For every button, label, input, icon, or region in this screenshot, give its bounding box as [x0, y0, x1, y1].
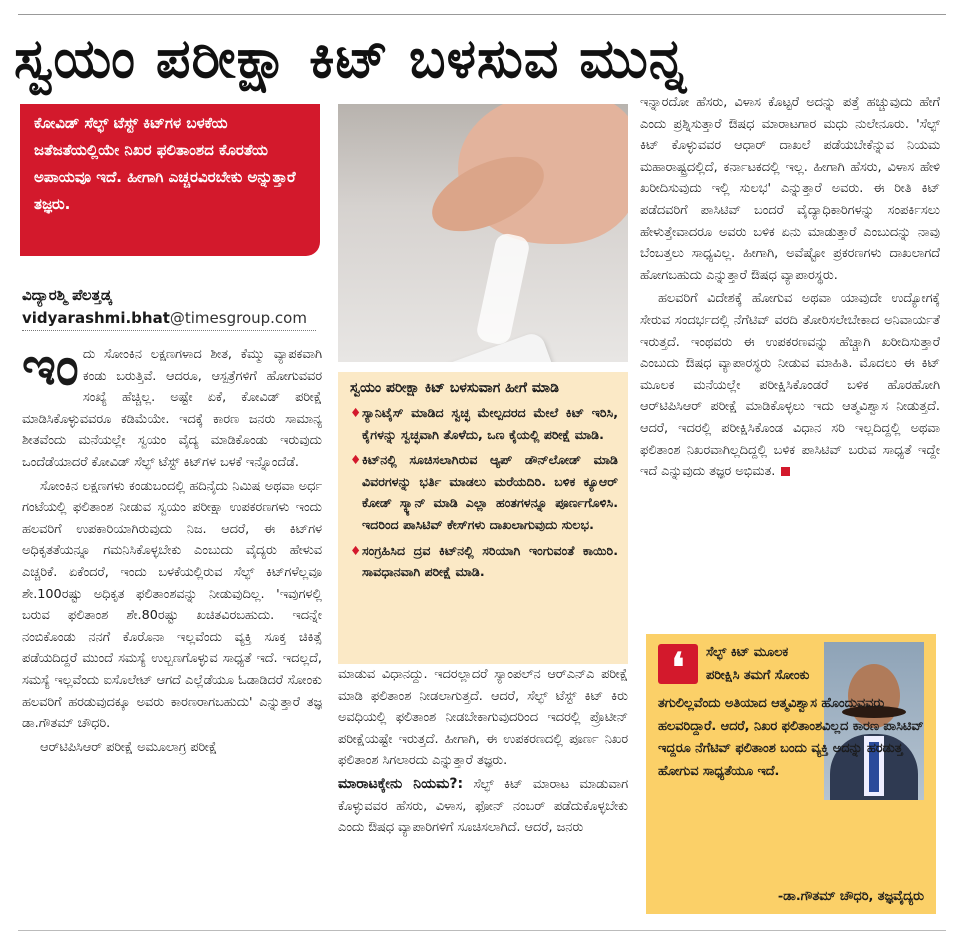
paragraph: ಹಲವರಿಗೆ ವಿದೇಶಕ್ಕೆ ಹೋಗುವ ಅಥವಾ ಯಾವುದೇ ಉದ್ಯೋಗಕ್ಕೆ ಸೇರುವ ಸಂದರ್ಭದಲ್ಲಿ ನೆಗೆಟಿವ್ ವರದಿ ತೋರಿಸಲೇಬೇಕಾದ ಅನಿವಾರ್ಯತೆ ಇರುತ್ತದೆ. ಇಂಥವರು ಈ ಉಪಕರಣವನ್ನು ಹೆಚ್ಚಾಗಿ ಖರೀದಿಸುತ್ತಾರೆ ಎಂಬುದು ಔಷಧ ವ್ಯಾಪಾರಸ್ಥರು ನೀಡುವ ಮಾಹಿತಿ. ಮೊದಲು ಈ ಕಿಟ್ ಮೂಲಕ ಮನೆಯಲ್ಲೇ ಪರೀಕ್ಷಿಸಿಕೊಂಡರೆ ಬಳಿಕ ಹೊರಹೋಗಿ ಆರ್‌ಟಿಪಿಸಿಆರ್ ಪರೀಕ್ಷೆ ಮಾಡಿಕೊಳ್ಳಲು ಇದು ಆತ್ಮವಿಶ್ವಾಸ ನೀಡುತ್ತದೆ. ಆದರೆ, ಇದರಲ್ಲಿ ಪರೀಕ್ಷಿಸಿಕೊಂಡ ವಿಧಾನ ಸರಿ ಇಲ್ಲದಿದ್ದಲ್ಲಿ ಅಥವಾ ಫಲಿತಾಂಶ ನಿಖರವಾಗಿಲ್ಲದಿದ್ದಲ್ಲಿ ಬಳಿಕ ಪಾಸಿಟಿವ್ ಬರುವ ಸಾಧ್ಯತೆ ಇದ್ದೇ ಇದೆ ಎನ್ನುವುದು ತಜ್ಞರ ಅಭಿಮತ.: [640, 291, 940, 480]
sidebar-title: ಸ್ವಯಂ ಪರೀಕ್ಷಾ ಕಿಟ್ ಬಳಸುವಾಗ ಹೀಗೆ ಮಾಡಿ: [350, 380, 559, 396]
test-kit-photo: [338, 104, 628, 362]
bullet-icon: ♦: [350, 405, 362, 420]
drop-cap: ಇಂ: [22, 344, 79, 397]
top-rule: [18, 14, 946, 15]
headline: ಸ್ವಯಂ ಪರೀಕ್ಷಾ ಕಿಟ್ ಬಳಸುವ ಮುನ್ನ: [14, 27, 688, 90]
author-name: ವಿದ್ಯಾರಶ್ಮಿ ಪೆಲತ್ತಡ್ಕ: [22, 286, 112, 304]
quote-signature: -ಡಾ.ಗೌತಮ್ ಚೌಧರಿ, ತಜ್ಞವೈದ್ಯರು: [777, 889, 924, 904]
quote-body: ತಗುಲಿಲ್ಲವೆಂದು ಅತಿಯಾದ ಆತ್ಮವಿಶ್ವಾಸ ಹೊಂದುವವರು ಹಲವರಿದ್ದಾರೆ. ಆದರೆ, ನಿಖರ ಫಲಿತಾಂಶವಿಲ್ಲದ ಕಾರಣ ಪಾಸಿಟಿವ್ ಇದ್ದರೂ ನೆಗೆಟಿವ್ ಫಲಿತಾಂಶ ಬಂದು ವ್ಯಕ್ತಿ ಅದನ್ನು ಹರಡುತ್ತ ಹೋಗುವ ಸಾಧ್ಯತೆಯೂ ಇದೆ.: [658, 696, 924, 779]
byline-divider: [22, 330, 316, 331]
sample-tube: [475, 232, 531, 347]
paragraph: ಇಂದು ಸೋಂಕಿನ ಲಕ್ಷಣಗಳಾದ ಶೀತ, ಕೆಮ್ಮು ವ್ಯಾಪಕವಾಗಿ ಕಂಡು ಬರುತ್ತಿವೆ. ಆದರೂ, ಆಸ್ಪತ್ರೆಗಳಿಗೆ ಹೋಗುವವರ ಸಂಖ್ಯೆ ಹೆಚ್ಚಿಲ್ಲ. ಅಷ್ಟೇ ಏಕೆ, ಕೋವಿಡ್ ಪರೀಕ್ಷೆ ಮಾಡಿಸಿಕೊಳ್ಳುವವರೂ ಕಡಿಮೆಯೇ. ಇದಕ್ಕೆ ಕಾರಣ ಜನರು ಸಾಮಾನ್ಯ ಶೀತವೆಂದು ಮನೆಯಲ್ಲೇ ಸ್ವಯಂ ವೈದ್ಯ ಮಾಡಿಕೊಂಡು ಇರುವುದು ಒಂದೆಡೆಯಾದರೆ ಕೋವಿಡ್ ಸೆಲ್ಫ್ ಟೆಸ್ಟ್ ಕಿಟ್‌ಗಳ ಬಳಕೆ ಇನ್ನೊಂದೆಡೆ.: [22, 344, 322, 470]
tip-item: ♦ ಸ್ಯಾನಿಟೈಸ್ ಮಾಡಿದ ಸ್ವಚ್ಛ ಮೇಲ್ಪದರದ ಮೇಲೆ ಕಿಟ್ ಇರಿಸಿ, ಕೈಗಳನ್ನು ಸ್ವಚ್ಛವಾಗಿ ತೊಳೆದು, ಒಣ ಕೈಯಲ್ಲಿ ಪರೀಕ್ಷೆ ಮಾಡಿ.: [350, 402, 618, 445]
tips-list: [350, 402, 618, 583]
article-column-3: [640, 92, 940, 620]
subheading: ಮಾರಾಟಕ್ಕೇನು ನಿಯಮ?:: [338, 775, 464, 792]
email-user: vidyarashmi.bhat: [22, 309, 170, 327]
paragraph: ಆರ್‌ಟಿಪಿಸಿಆರ್ ಪರೀಕ್ಷೆ ಅಮೂಲಾಗ್ರ ಪರೀಕ್ಷೆ: [40, 739, 218, 755]
tips-sidebar: [338, 372, 628, 664]
article-column-1: [22, 344, 322, 926]
highlight-box: ಕೋವಿಡ್ ಸೆಲ್ಫ್ ಟೆಸ್ಟ್ ಕಿಟ್‌ಗಳ ಬಳಕೆಯ ಜತೆಜತೆಯಲ್ಲಿಯೇ ನಿಖರ ಫಲಿತಾಂಶದ ಕೊರತೆಯ ಅಪಾಯವೂ ಇದೆ. ಹೀಗಾಗಿ ಎಚ್ಚರವಿರಬೇಕು ಅನ್ನುತ್ತಾರೆ ತಜ್ಞರು.: [20, 104, 320, 256]
bottom-rule: [18, 930, 946, 931]
quote-line1: ಸೆಲ್ಫ್ ಕಿಟ್ ಮೂಲಕ ಪರೀಕ್ಷಿಸಿ ತಮಗೆ ಸೋಂಕು: [706, 645, 810, 683]
end-mark: [781, 467, 790, 476]
paragraph: ಸೋಂಕಿನ ಲಕ್ಷಣಗಳು ಕಂಡುಬಂದಲ್ಲಿ ಹದಿನೈದು ನಿಮಿಷ ಅಥವಾ ಅರ್ಧ ಗಂಟೆಯಲ್ಲಿ ಫಲಿತಾಂಶ ನೀಡುವ ಸ್ವಯಂ ಪರೀಕ್ಷಾ ಉಪಕರಣಗಳು ಇಂದು ಹಲವರಿಗೆ ಉಪಕಾರಿಯಾಗಿರುವುದು ನಿಜ. ಆದರೆ, ಈ ಕಿಟ್‌ಗಳ ಅಧಿಕೃತತೆಯನ್ನೂ ಗಮನಿಸಿಕೊಳ್ಳಬೇಕು ಎಂಬುದು ವೈದ್ಯರು ಹೇಳುವ ಎಚ್ಚರಿಕೆ. ಏಕೆಂದರೆ, ಇಂದು ಬಳಕೆಯಲ್ಲಿರುವ ಸೆಲ್ಫ್ ಕಿಟ್‌ಗಳೆಲ್ಲವೂ ಶೇ.100ರಷ್ಟು ಅಧಿಕೃತ ಫಲಿತಾಂಶವನ್ನು ನೀಡುವುದಿಲ್ಲ. 'ಇವುಗಳಲ್ಲಿ ಬರುವ ಫಲಿತಾಂಶ ಶೇ.80ರಷ್ಟು ಖಚಿತವಿರಬಹುದು. ಇದನ್ನೇ ನಂಬಿಕೊಂಡು ನನಗೆ ಕೊರೊನಾ ಇಲ್ಲವೆಂದು ವ್ಯಕ್ತಿ ಸೂಕ್ತ ಚಿಕಿತ್ಸೆ ಪಡೆಯದಿದ್ದರೆ ಮುಂದೆ ಸಮಸ್ಯೆ ಉಲ್ಬಣಗೊಳ್ಳುವ ಸಾಧ್ಯತೆ ಇದೆ. ಇದಲ್ಲದೆ, ಸಮಸ್ಯೆ ಇಲ್ಲವೆಂದು ಐಸೊಲೇಟ್ ಆಗದೆ ಎಲ್ಲೆಡೆಯೂ ಓಡಾಡಿದರೆ ಸೋಂಕು ಹಲವರಿಗೆ ಹರಡುವುದಕ್ಕೂ ಅವರು ಕಾರಣರಾಗಬಹುದು' ಎನ್ನುತ್ತಾರೆ ತಜ್ಞ ಡಾ.ಗೌತಮ್ ಚೌಧರಿ.: [22, 478, 322, 732]
quote-icon: ❛: [658, 644, 698, 684]
test-cassette: [342, 330, 563, 362]
quote-box: [646, 634, 936, 914]
tip-item: ♦ ಕಿಟ್‌ನಲ್ಲಿ ಸೂಚಿಸಲಾಗಿರುವ ಆ್ಯಪ್ ಡೌನ್‌ಲೋಡ್ ಮಾಡಿ ವಿವರಗಳನ್ನು ಭರ್ತಿ ಮಾಡಲು ಮರೆಯದಿರಿ. ಬಳಿಕ ಕ್ಯೂಆರ್ ಕೋಡ್ ಸ್ಕ್ಯಾನ್ ಮಾಡಿ ಎಲ್ಲಾ ಹಂತಗಳನ್ನೂ ಪೂರ್ಣಗೊಳಿಸಿ. ಇದರಿಂದ ಪಾಸಿಟಿವ್ ಕೇಸ್‌ಗಳು ದಾಖಲಾಗುವುದು ಸುಲಭ.: [350, 449, 618, 535]
bullet-icon: ♦: [350, 542, 362, 558]
author-email[interactable]: [22, 309, 307, 327]
bullet-icon: ♦: [350, 452, 362, 468]
paragraph: ಮಾಡುವ ವಿಧಾನದ್ದು. ಇದರಲ್ಲಾದರೆ ಸ್ಯಾಂಪಲ್‌ನ ಆರ್‌ಎನ್‌ಎ ಪರೀಕ್ಷೆ ಮಾಡಿ ಫಲಿತಾಂಶ ನೀಡಲಾಗುತ್ತದೆ. ಆದರೆ, ಸೆಲ್ಫ್ ಟೆಸ್ಟ್ ಕಿಟ್ ಕಿರು ಅವಧಿಯಲ್ಲಿ ಫಲಿತಾಂಶ ನೀಡಬೇಕಾಗುವುದರಿಂದ ಇದರಲ್ಲಿ ಪ್ರೊಟೀನ್ ಪರೀಕ್ಷೆಯಷ್ಟೇ ಇರುತ್ತದೆ. ಹೀಗಾಗಿ, ಈ ಉಪಕರಣದಲ್ಲಿ ಪೂರ್ಣ ನಿಖರ ಫಲಿತಾಂಶ ಸಿಗಲಾರದು ಎನ್ನುತ್ತಾರೆ ತಜ್ಞರು.: [338, 667, 628, 769]
paragraph: ಮಾರಾಟಕ್ಕೇನು ನಿಯಮ?: ಸೆಲ್ಫ್ ಕಿಟ್ ಮಾರಾಟ ಮಾಡುವಾಗ ಕೊಳ್ಳುವವರ ಹೆಸರು, ವಿಳಾಸ, ಫೋನ್ ನಂಬರ್ ಪಡೆದುಕೊಳ್ಳಬೇಕು ಎಂದು ಔಷಧ ವ್ಯಾಪಾರಿಗಳಿಗೆ ಸೂಚಿಸಲಾಗಿದೆ. ಆದರೆ, ಜನರು: [338, 775, 628, 836]
quote-text: [658, 634, 928, 783]
article-column-2: [338, 664, 628, 926]
email-domain: @timesgroup.com: [169, 309, 307, 327]
tip-item: ♦ ಸಂಗ್ರಹಿಸಿದ ದ್ರವ ಕಿಟ್‌ನಲ್ಲಿ ಸರಿಯಾಗಿ ಇಂಗುವಂತೆ ಕಾಯಿರಿ. ಸಾವಧಾನವಾಗಿ ಪರೀಕ್ಷೆ ಮಾಡಿ.: [350, 540, 618, 583]
paragraph: ಇನ್ನಾರದೋ ಹೆಸರು, ವಿಳಾಸ ಕೊಟ್ಟರೆ ಅದನ್ನು ಪತ್ತೆ ಹಚ್ಚುವುದು ಹೇಗೆ ಎಂದು ಪ್ರಶ್ನಿಸುತ್ತಾರೆ ಔಷಧ ಮಾರಾಟಗಾರ ಮಧು ನುಲೇನೂರು. 'ಸೆಲ್ಫ್ ಕಿಟ್ ಕೊಳ್ಳುವವರ ಆಧಾರ್ ದಾಖಲೆ ಪಡೆಯಬೇಕೆನ್ನುವ ನಿಯಮ ಮಹಾರಾಷ್ಟ್ರದಲ್ಲಿದೆ, ಕರ್ನಾಟಕದಲ್ಲಿ ಇಲ್ಲ. ಹೀಗಾಗಿ ಹೆಸರು, ವಿಳಾಸ ಹೇಳಿ ಖರೀದಿಸುವುದು ಇಲ್ಲಿ ಸುಲಭ' ಎನ್ನುತ್ತಾರೆ ಅವರು. ಈ ರೀತಿ ಕಿಟ್ ಪಡೆದವರಿಗೆ ಪಾಸಿಟಿವ್ ಬಂದರೆ ವೈದ್ಯಾಧಿಕಾರಿಗಳನ್ನು ಸಂಪರ್ಕಿಸಲು ಹೇಳುತ್ತೇವಾದರೂ ಅವರು ಬಳಿಕ ಏನು ಮಾಡುತ್ತಾರೆ ಎಂಬುದನ್ನು ನಾವು ಬೆಂಬತ್ತಲು ಸಾಧ್ಯವಿಲ್ಲ. ಹೀಗಾಗಿ, ಅವೆಷ್ಟೋ ಪ್ರಕರಣಗಳು ದಾಖಲಾಗದೆ ಹೋಗಬಹುದು ಎನ್ನುತ್ತಾರೆ ಔಷಧ ವ್ಯಾಪಾರಸ್ಥರು.: [640, 95, 940, 283]
